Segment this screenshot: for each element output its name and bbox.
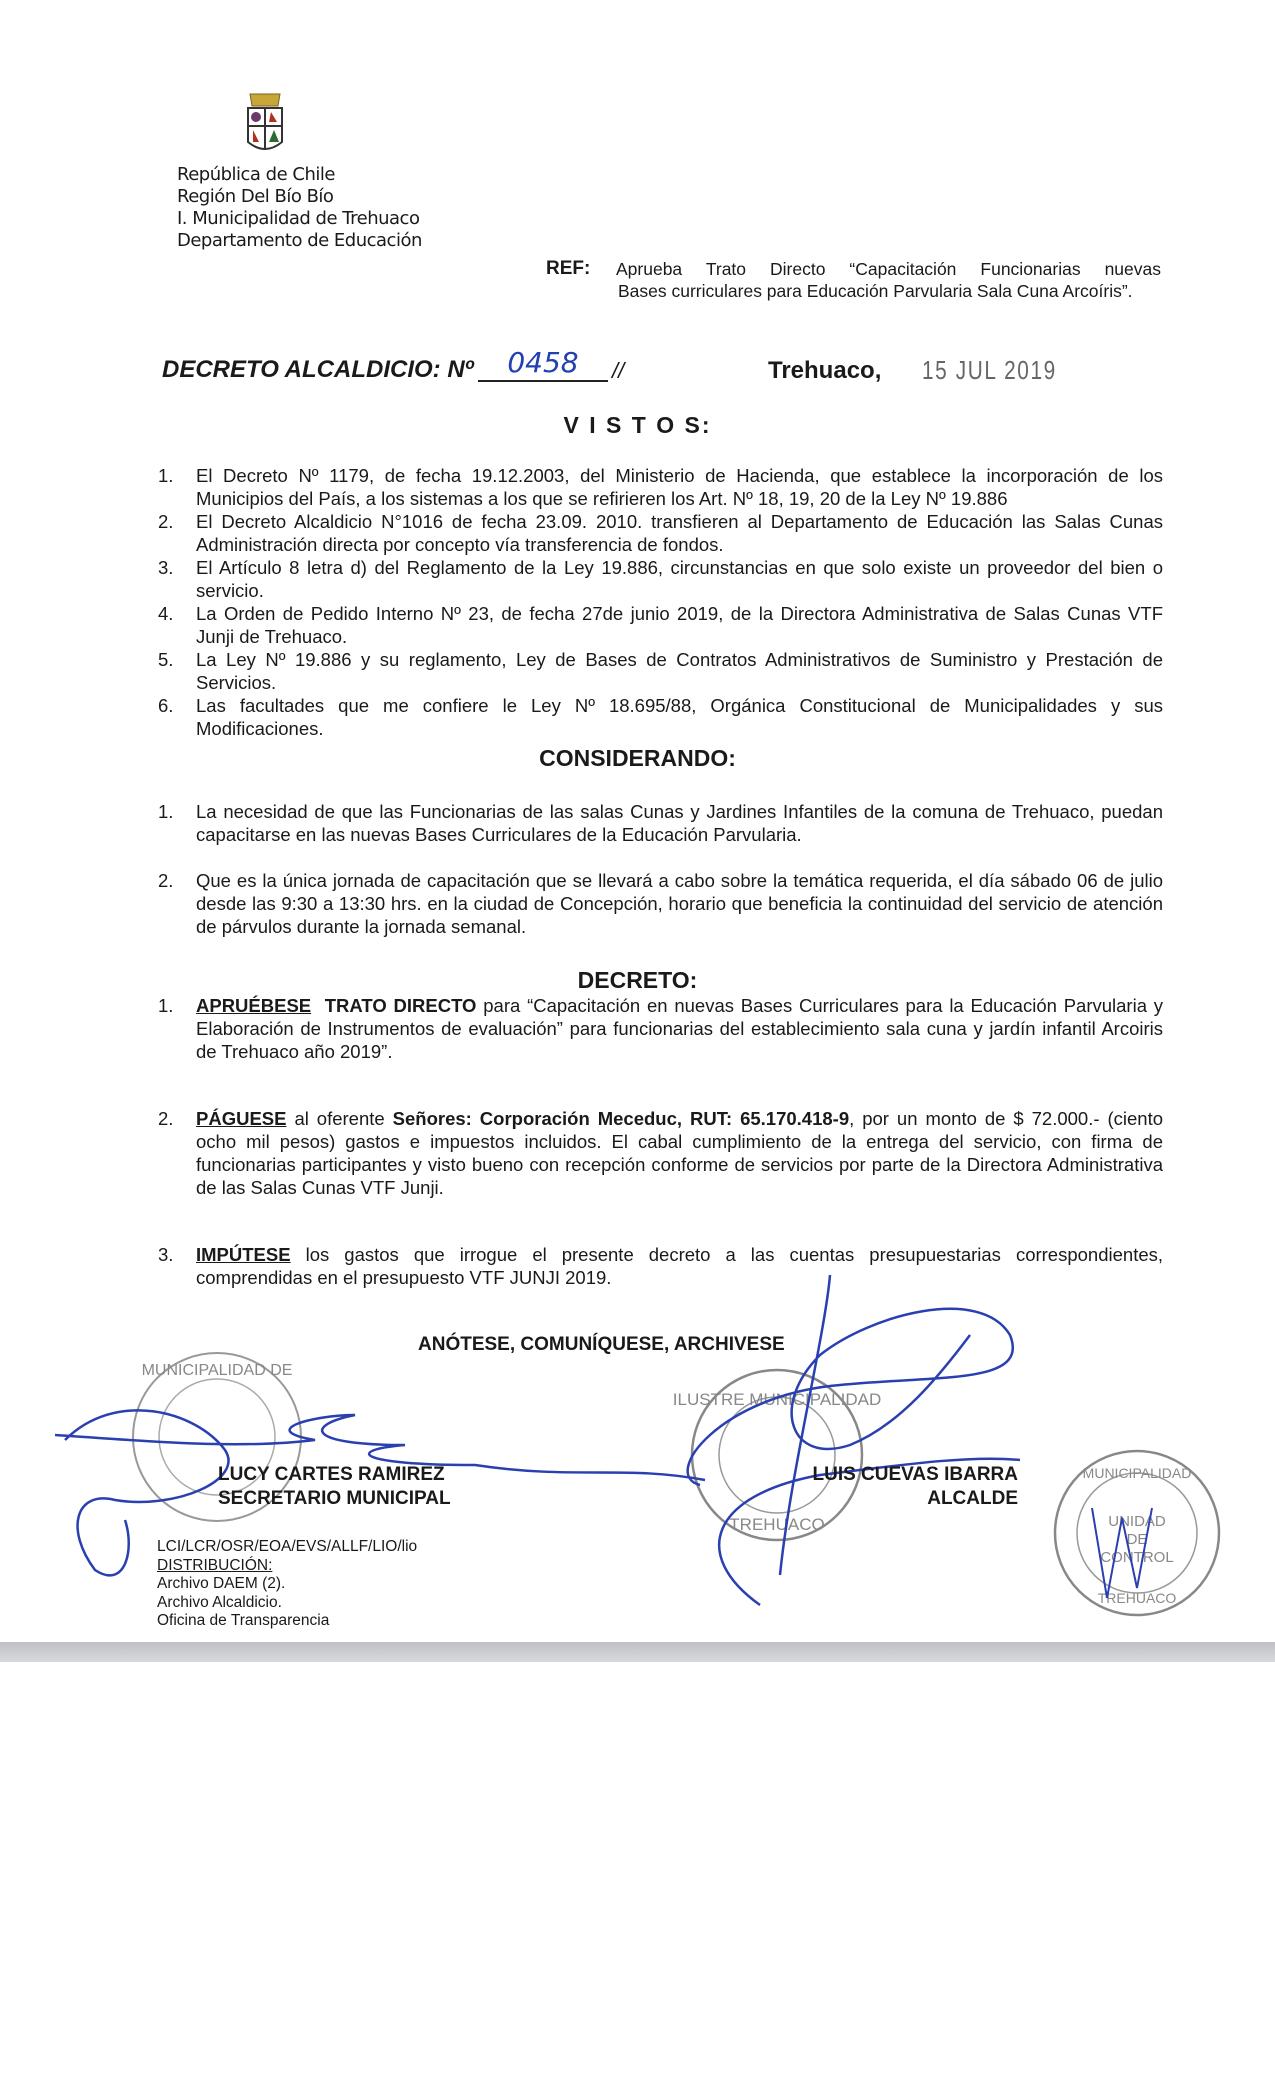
svg-text:UNIDAD: UNIDAD <box>1108 1513 1166 1530</box>
item-pre: al oferente <box>294 1108 385 1129</box>
signatory-name: LUCY CARTES RAMIREZ <box>218 1464 445 1485</box>
item-bold: Señores: Corporación Meceduc, RUT: 65.170.418-9 <box>392 1108 850 1129</box>
initials: LCI/LCR/OSR/EOA/EVS/ALLF/LIO/lio <box>157 1538 418 1555</box>
item-text: La necesidad de que las Funcionarias de las salas Cunas y Jardines Infantiles de la comuna de Trehuaco, puedan capacitarse en las nuevas Bases Curriculares de la Educación Parvularia. <box>196 801 1163 845</box>
item-text: , por un monto de $ 72.000.- (ciento ocho mil pesos) gastos e impuestos incluidos. El cabal cumplimiento de la entrega del servicio, con firma de funcionarias participantes y visto bueno con recepción conforme de servicios por parte de la Directora Administrativa de las Salas Cunas VTF Junji. <box>196 1108 1163 1198</box>
control-stamp <box>1052 1448 1222 1618</box>
item-text: para “Capacitación en nuevas Bases Curriculares para la Educación Parvularia y Elaboración de Instrumentos de evaluación” para funcionarias del establecimiento sala cuna y jardín infantil Arcoiris de Trehuaco año 2019”. <box>196 995 1164 1062</box>
header-line: Departamento de Educación <box>177 230 422 251</box>
svg-text:ILUSTRE MUNICIPALIDAD: ILUSTRE MUNICIPALIDAD <box>672 1390 882 1409</box>
item-text: El Decreto Nº 1179, de fecha 19.12.2003, del Ministerio de Hacienda, que establece la incorporación de los Municipios del País, a los sistemas a los que se refirieren los Art. Nº 18, 19, 20 de la Ley Nº 19.886 <box>196 465 1163 509</box>
svg-text:CONTROL: CONTROL <box>1100 1549 1174 1566</box>
ref-line-1: Aprueba Trato Directo “Capacitación Funcionarias nuevas <box>616 259 1161 279</box>
decreto-title: DECRETO: <box>577 967 698 993</box>
item-text: El Artículo 8 letra d) del Reglamento de la Ley 19.886, circunstancias en que solo existe un proveedor del bien o servicio. <box>196 557 1163 601</box>
item-text: El Decreto Alcaldicio N°1016 de fecha 23.09. 2010. transfieren al Departamento de Educación las Salas Cunas Administración directa por concepto vía transferencia de fondos. <box>196 511 1163 555</box>
vistos-list <box>158 464 1163 740</box>
institution-header <box>177 164 422 252</box>
item-text: Las facultades que me confiere le Ley Nº 18.695/88, Orgánica Constitucional de Municipalidades y sus Modificaciones. <box>196 695 1163 739</box>
svg-text:TREHUACO: TREHUACO <box>1097 1590 1177 1606</box>
list-item: 3. El Artículo 8 letra d) del Reglamento de la Ley 19.886, circunstancias en que solo existe un proveedor del bien o servicio. <box>158 557 1163 601</box>
svg-text:DE: DE <box>1126 1531 1148 1548</box>
mayor-signature <box>640 1275 1060 1605</box>
mayor-signature-block <box>796 1463 1018 1511</box>
header-line: I. Municipalidad de Trehuaco <box>177 208 420 229</box>
svg-text:TREHUACO: TREHUACO <box>729 1515 825 1534</box>
list-item: 2. PÁGUESE al oferente Señores: Corporación Meceduc, RUT: 65.170.418-9, por un monto de $ 72.000.- (ciento ocho mil pesos) gastos e impuestos incluidos. El cabal cumplimiento de la entrega del servicio, con firma de funcionarias participantes y visto bueno con recepción conforme de servicios por parte de la Directora Administrativa de las Salas Cunas VTF Junji. <box>158 1108 1163 1198</box>
item-lead: APRUÉBESE <box>196 995 312 1016</box>
decreto-list <box>158 994 1163 1289</box>
svg-text:MUNICIPALIDAD: MUNICIPALIDAD <box>1082 1465 1192 1481</box>
list-item: 5. La Ley Nº 19.886 y su reglamento, Ley de Bases de Contratos Administrativos de Suministro y Prestación de Servicios. <box>158 649 1163 693</box>
signatory-title: ALCALDE <box>927 1488 1018 1509</box>
footer-distribution <box>157 1538 417 1631</box>
distribution-label: DISTRIBUCIÓN: <box>157 1556 273 1574</box>
item-text: La Ley Nº 19.886 y su reglamento, Ley de Bases de Contratos Administrativos de Suministro y Prestación de Servicios. <box>196 649 1163 693</box>
secretary-signature-block <box>218 1463 451 1511</box>
coat-of-arms-logo <box>244 90 286 158</box>
list-item: 4. La Orden de Pedido Interno Nº 23, de fecha 27de junio 2019, de la Directora Administrativa de Salas Cunas VTF Junji de Trehuaco. <box>158 603 1163 647</box>
item-text: los gastos que irrogue el presente decreto a las cuentas presupuestarias correspondientes, comprendidas en el presupuesto VTF JUNJI 2019. <box>196 1244 1164 1288</box>
distribution-item: Archivo DAEM (2). <box>157 1575 286 1592</box>
ref-line-2: Bases curriculares para Educación Parvularia Sala Cuna Arcoíris”. <box>618 281 1133 301</box>
item-text: Que es la única jornada de capacitación que se llevará a cabo sobre la temática requerida, el día sábado 06 de julio desde las 9:30 a 13:30 hrs. en la ciudad de Concepción, horario que beneficia la continuidad del servicio de atención de párvulos durante la jornada semanal. <box>196 870 1163 937</box>
date-stamp: 15 JUL 2019 <box>922 355 1057 385</box>
item-lead: PÁGUESE <box>196 1108 287 1129</box>
considerando-list <box>158 800 1163 938</box>
decree-number: 0458 <box>478 346 608 382</box>
scan-edge <box>0 1642 1275 1662</box>
ref-label: REF: <box>546 258 591 279</box>
decree-slashes: // <box>612 358 625 383</box>
vistos-title: V I S T O S: <box>563 412 712 438</box>
list-item: 2. El Decreto Alcaldicio N°1016 de fecha 23.09. 2010. transfieren al Departamento de Educación las Salas Cunas Administración directa por concepto vía transferencia de fondos. <box>158 511 1163 555</box>
list-item: 6. Las facultades que me confiere le Ley Nº 18.695/88, Orgánica Constitucional de Municipalidades y sus Modificaciones. <box>158 695 1163 739</box>
item-bold: TRATO DIRECTO <box>324 995 477 1016</box>
list-item: 1. La necesidad de que las Funcionarias de las salas Cunas y Jardines Infantiles de la comuna de Trehuaco, puedan capacitarse en las nuevas Bases Curriculares de la Educación Parvularia. <box>158 801 1163 845</box>
item-text: La Orden de Pedido Interno Nº 23, de fecha 27de junio 2019, de la Directora Administrativa de Salas Cunas VTF Junji de Trehuaco. <box>196 603 1163 647</box>
signatory-name: LUIS CUEVAS IBARRA <box>812 1464 1018 1485</box>
list-item: 3. IMPÚTESE los gastos que irrogue el presente decreto a las cuentas presupuestarias correspondientes, comprendidas en el presupuesto VTF JUNJI 2019. <box>158 1244 1164 1288</box>
closing-formula: ANÓTESE, COMUNÍQUESE, ARCHIVESE <box>418 1334 785 1355</box>
list-item: 1. El Decreto Nº 1179, de fecha 19.12.2003, del Ministerio de Hacienda, que establece la incorporación de los Municipios del País, a los sistemas a los que se refirieren los Art. Nº 18, 19, 20 de la Ley Nº 19.886 <box>158 465 1163 509</box>
header-line: República de Chile <box>177 164 335 185</box>
distribution-item: Oficina de Transparencia <box>157 1612 330 1629</box>
list-item: 1. APRUÉBESE TRATO DIRECTO para “Capacitación en nuevas Bases Curriculares para la Educación Parvularia y Elaboración de Instrumentos de evaluación” para funcionarias del establecimiento sala cuna y jardín infantil Arcoiris de Trehuaco año 2019”. <box>158 995 1164 1062</box>
header-line: Región Del Bío Bío <box>177 186 334 207</box>
distribution-item: Archivo Alcaldicio. <box>157 1593 282 1611</box>
list-item: 2. Que es la única jornada de capacitación que se llevará a cabo sobre la temática requerida, el día sábado 06 de julio desde las 9:30 a 13:30 hrs. en la ciudad de Concepción, horario que beneficia la continuidad del servicio de atención de párvulos durante la jornada semanal. <box>158 870 1163 937</box>
place: Trehuaco, <box>768 357 882 384</box>
decree-label: DECRETO ALCALDICIO: Nº <box>162 356 474 383</box>
item-lead: IMPÚTESE <box>196 1244 291 1265</box>
stamp-text: MUNICIPALIDAD DE <box>141 1362 293 1379</box>
signatory-title: SECRETARIO MUNICIPAL <box>218 1488 451 1509</box>
considerando-title: CONSIDERANDO: <box>539 745 736 771</box>
